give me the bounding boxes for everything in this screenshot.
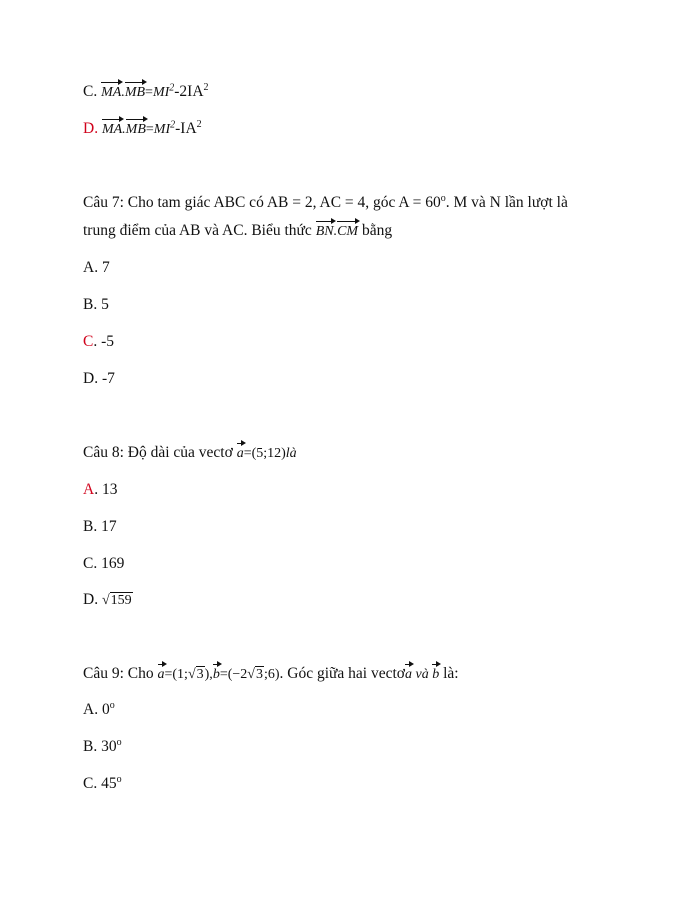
math-expression: a=(5;12)là [237,446,297,461]
option-letter: A [83,259,95,276]
q7-option-a: A. 7 [83,259,110,276]
option-letter: C [83,333,94,350]
q8-option-a: A. 13 [83,481,118,498]
q8-option-c: C. 169 [83,555,125,572]
q8-option-b: B. 17 [83,518,117,535]
math-expression: $MA.MB=MI^2$ [102,122,175,137]
option-letter: D [83,120,95,137]
option-letter: B [83,518,94,535]
q6-option-d: D. $MA.MB=MI^2-IA^2$ [83,119,202,140]
option-letter: D [83,591,95,608]
q9-question: Câu 9: Cho a=(1;√3),b=(−2√3;6). Góc giữa hai vectơa và b là: [83,664,459,685]
q8-question: Câu 8: Độ dài của vectơ a=(5;12)là [83,443,297,464]
option-letter: B [83,738,94,755]
q6-option-c: C. $MA.MB=MI^2-2IA^2$ [83,82,209,103]
q8-option-d: D. √159 [83,590,133,611]
sqrt-expression: √159 [101,593,132,608]
option-letter: C [83,83,94,100]
q7-question-line2: trung điểm của AB và AC. Biểu thức BN.CM bằng [83,221,392,242]
q9-option-a: A. 0$^o$ [83,699,115,718]
option-letter: A [83,481,95,498]
q7-option-d: D. -7 [83,370,115,387]
option-letter: A [83,701,95,718]
q7-option-c: C. -5 [83,333,115,350]
math-expression: a=(1;√3),b=(−2√3;6) [158,667,280,682]
q9-option-c: C. 45$^o$ [83,773,122,792]
math-expression: BN.CM [316,224,358,239]
option-letter: C [83,555,94,572]
q9-option-b: B. 30$^o$ [83,736,122,755]
math-expression: $MA.MB=MI^2$ [101,85,174,100]
q7-question-line1: Câu 7: Cho tam giác ABC có AB = 2, AC = 4, góc $A = 60^o$. M và N lần lượt là [83,192,568,211]
option-letter: D [83,370,95,387]
q7-option-b: B. 5 [83,296,109,313]
option-letter: B [83,296,94,313]
option-letter: C [83,775,94,792]
